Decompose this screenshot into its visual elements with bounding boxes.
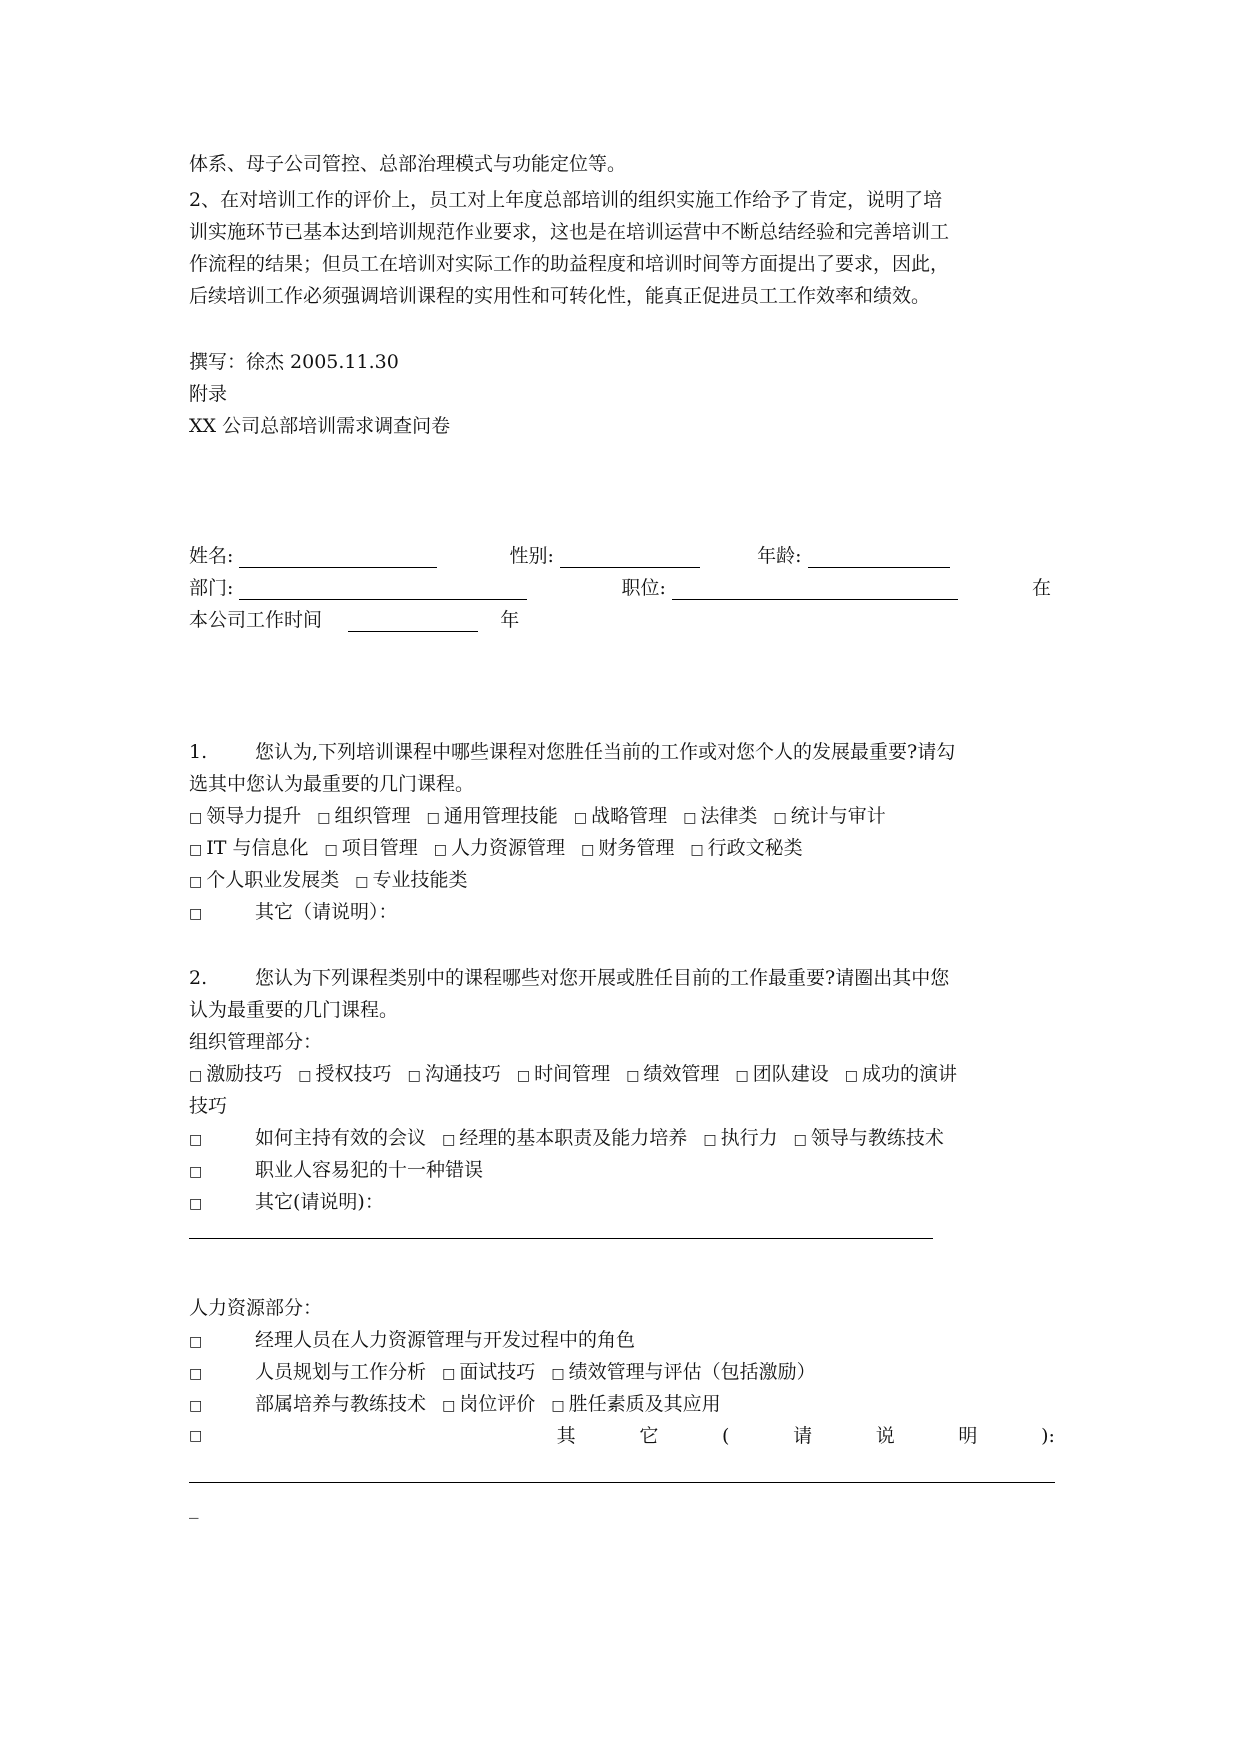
dept-label: 部门: [189, 577, 234, 599]
checkbox-icon[interactable]: □ [735, 1068, 749, 1084]
hr-other-char: 其 [556, 1425, 576, 1447]
checkbox-icon[interactable]: □ [626, 1068, 640, 1084]
checkbox-icon[interactable]: □ [442, 1132, 456, 1148]
form-row-tenure [189, 608, 519, 632]
org-option[interactable]: □ 领导与教练技术 [794, 1126, 944, 1152]
survey-title: XX 公司总部培训需求调查问卷 [189, 415, 451, 437]
org-other[interactable] [189, 1190, 384, 1216]
q1-options-row [189, 804, 896, 830]
hr-options-row[interactable] [189, 1328, 635, 1354]
form-row-basic [189, 544, 950, 568]
q1-option[interactable]: □ 行政文秘类 [690, 836, 802, 862]
tenure-label: 本公司工作时间 [189, 609, 323, 631]
org-options-row [189, 1062, 957, 1088]
checkbox-icon[interactable]: □ [355, 874, 369, 890]
gender-label: 性别: [509, 545, 554, 567]
hr-option[interactable]: □ 胜任素质及其应用 [551, 1392, 720, 1418]
q1-option[interactable]: □ 通用管理技能 [427, 804, 558, 830]
author-line: 撰写：徐杰 2005.11.30 [189, 351, 399, 373]
checkbox-icon[interactable]: □ [690, 842, 704, 858]
tenure-unit: 年 [500, 609, 520, 631]
hr-other-char: ( [722, 1425, 730, 1447]
q2-text-line: 您认为下列课程类别中的课程哪些对您开展或胜任目前的工作最重要?请圈出其中您 [255, 967, 950, 989]
intro-line: 2、在对培训工作的评价上，员工对上年度总部培训的组织实施工作给予了肯定，说明了培 [189, 189, 943, 211]
position-label: 职位: [621, 577, 666, 599]
checkbox-icon[interactable]: □ [189, 842, 203, 858]
q1-text-line: 选其中您认为最重要的几门课程。 [189, 773, 475, 795]
hr-option: 经理人员在人力资源管理与开发过程中的角色 [255, 1329, 636, 1351]
appendix-label: 附录 [189, 383, 228, 405]
hr-other-char: 明 [958, 1425, 978, 1447]
checkbox-icon[interactable]: □ [581, 842, 595, 858]
org-option[interactable]: 如何主持有效的会议 [255, 1127, 427, 1149]
q1-option[interactable]: □ 专业技能类 [355, 868, 467, 894]
org-other-answer-line[interactable] [189, 1238, 933, 1239]
q1-other-label: 其它（请说明）： [255, 901, 398, 923]
q1-option[interactable]: □ 法律类 [683, 804, 757, 830]
checkbox-icon[interactable]: □ [189, 1398, 203, 1414]
checkbox-icon[interactable]: □ [317, 810, 331, 826]
checkbox-icon[interactable]: □ [189, 1068, 203, 1084]
org-option[interactable]: □ 执行力 [703, 1126, 777, 1152]
org-options-row[interactable] [189, 1158, 483, 1184]
hr-options-row [189, 1360, 826, 1386]
checkbox-icon[interactable]: □ [773, 810, 787, 826]
dept-field[interactable] [239, 579, 527, 600]
intro-line: 后续培训工作必须强调培训课程的实用性和可转化性，能真正促进员工工作效率和绩效。 [189, 285, 931, 307]
q1-option[interactable]: □ 项目管理 [325, 836, 418, 862]
org-option[interactable]: □ 授权技巧 [298, 1062, 391, 1088]
checkbox-icon[interactable]: □ [189, 1164, 203, 1180]
q2-number: 2. [189, 967, 208, 989]
org-option-cont: 技巧 [189, 1095, 228, 1117]
org-options-row [189, 1126, 954, 1152]
checkbox-icon[interactable]: □ [793, 1132, 807, 1148]
checkbox-icon[interactable]: □ [298, 1068, 312, 1084]
checkbox-icon[interactable]: □ [703, 1132, 717, 1148]
form-row-dept [189, 576, 958, 600]
age-field[interactable] [808, 547, 950, 568]
checkbox-icon[interactable]: □ [551, 1398, 565, 1414]
checkbox-icon[interactable]: □ [426, 810, 440, 826]
checkbox-icon[interactable]: □ [324, 842, 338, 858]
org-option[interactable]: □ 成功的演讲 [845, 1062, 957, 1088]
q1-option[interactable]: □ 人力资源管理 [434, 836, 565, 862]
hr-other[interactable] [189, 1424, 1055, 1448]
hr-option[interactable]: □ 岗位评价 [442, 1392, 535, 1418]
intro-line: 体系、母子公司管控、总部治理模式与功能定位等。 [189, 153, 627, 175]
hr-other-char: 说 [875, 1425, 895, 1447]
checkbox-icon[interactable]: □ [442, 1366, 456, 1382]
q1-text [189, 740, 955, 764]
org-option[interactable]: □ 激励技巧 [189, 1062, 282, 1088]
q1-option[interactable]: □ 组织管理 [317, 804, 410, 830]
org-option[interactable]: □ 时间管理 [517, 1062, 610, 1088]
q1-option[interactable]: □ 战略管理 [574, 804, 667, 830]
hr-other-char: 请 [793, 1425, 813, 1447]
q1-option[interactable]: □ 个人职业发展类 [189, 868, 339, 894]
checkbox-icon[interactable]: □ [442, 1398, 456, 1414]
checkbox-icon[interactable]: □ [683, 810, 697, 826]
intro-line: 训实施环节已基本达到培训规范作业要求，这也是在培训运营中不断总结经验和完善培训工 [189, 221, 950, 243]
checkbox-icon[interactable]: □ [189, 874, 203, 890]
org-option[interactable]: □ 经理的基本职责及能力培养 [442, 1126, 687, 1152]
hr-option[interactable]: □ 绩效管理与评估（包括激励） [551, 1360, 815, 1386]
checkbox-icon[interactable]: □ [516, 1068, 531, 1084]
q1-option[interactable]: □ 统计与审计 [773, 804, 885, 830]
q1-text-line: 您认为,下列培训课程中哪些课程对您胜任当前的工作或对您个人的发展最重要?请勾 [255, 741, 956, 763]
tenure-field[interactable] [348, 611, 478, 632]
intro-line: 作流程的结果；但员工在培训对实际工作的助益程度和培训时间等方面提出了要求，因此， [189, 253, 950, 275]
hr-other-answer-line[interactable] [189, 1482, 1055, 1483]
tenure-prefix: 在 [1032, 577, 1052, 599]
q1-other[interactable] [189, 900, 398, 926]
checkbox-icon[interactable]: □ [189, 1132, 203, 1148]
checkbox-icon[interactable]: □ [189, 810, 203, 826]
gender-field[interactable] [560, 547, 700, 568]
q1-option[interactable]: □ IT 与信息化 [189, 836, 308, 862]
checkbox-icon[interactable]: □ [189, 1196, 203, 1212]
checkbox-icon[interactable]: □ [407, 1068, 421, 1084]
hr-section-heading: 人力资源部分： [189, 1297, 323, 1319]
hr-option[interactable]: □ 面试技巧 [442, 1360, 535, 1386]
q1-options-row [189, 836, 813, 862]
q1-option[interactable]: □ 财务管理 [581, 836, 674, 862]
q1-option[interactable]: □ 领导力提升 [189, 804, 301, 830]
checkbox-icon[interactable]: □ [573, 810, 588, 826]
q2-text [189, 966, 949, 990]
checkbox-icon[interactable]: □ [189, 1428, 203, 1444]
checkbox-icon[interactable]: □ [189, 906, 203, 922]
age-label: 年龄: [757, 545, 802, 567]
org-section-heading: 组织管理部分： [189, 1031, 323, 1053]
checkbox-icon[interactable]: □ [433, 842, 448, 858]
hr-other-char: ): [1041, 1425, 1055, 1447]
org-option[interactable]: □ 团队建设 [735, 1062, 828, 1088]
hr-option[interactable]: 部属培养与教练技术 [255, 1393, 427, 1415]
checkbox-icon[interactable]: □ [189, 1334, 203, 1350]
org-option[interactable]: □ 沟通技巧 [408, 1062, 501, 1088]
checkbox-icon[interactable]: □ [551, 1366, 565, 1382]
q1-options-row [189, 868, 478, 894]
hr-option[interactable]: 人员规划与工作分析 [255, 1361, 427, 1383]
name-field[interactable] [239, 547, 437, 568]
position-field[interactable] [672, 579, 958, 600]
checkbox-icon[interactable]: □ [189, 1366, 203, 1382]
name-label: 姓名: [189, 545, 234, 567]
checkbox-icon[interactable]: □ [844, 1068, 859, 1084]
q1-number: 1. [189, 741, 208, 763]
trailing-mark: _ [189, 1497, 199, 1519]
hr-other-char: 它 [639, 1425, 659, 1447]
org-option[interactable]: □ 绩效管理 [626, 1062, 719, 1088]
org-option: 职业人容易犯的十一种错误 [255, 1159, 484, 1181]
q2-text-line: 认为最重要的几门课程。 [189, 999, 399, 1021]
hr-options-row [189, 1392, 731, 1418]
org-other-label: 其它(请说明)： [255, 1191, 384, 1213]
